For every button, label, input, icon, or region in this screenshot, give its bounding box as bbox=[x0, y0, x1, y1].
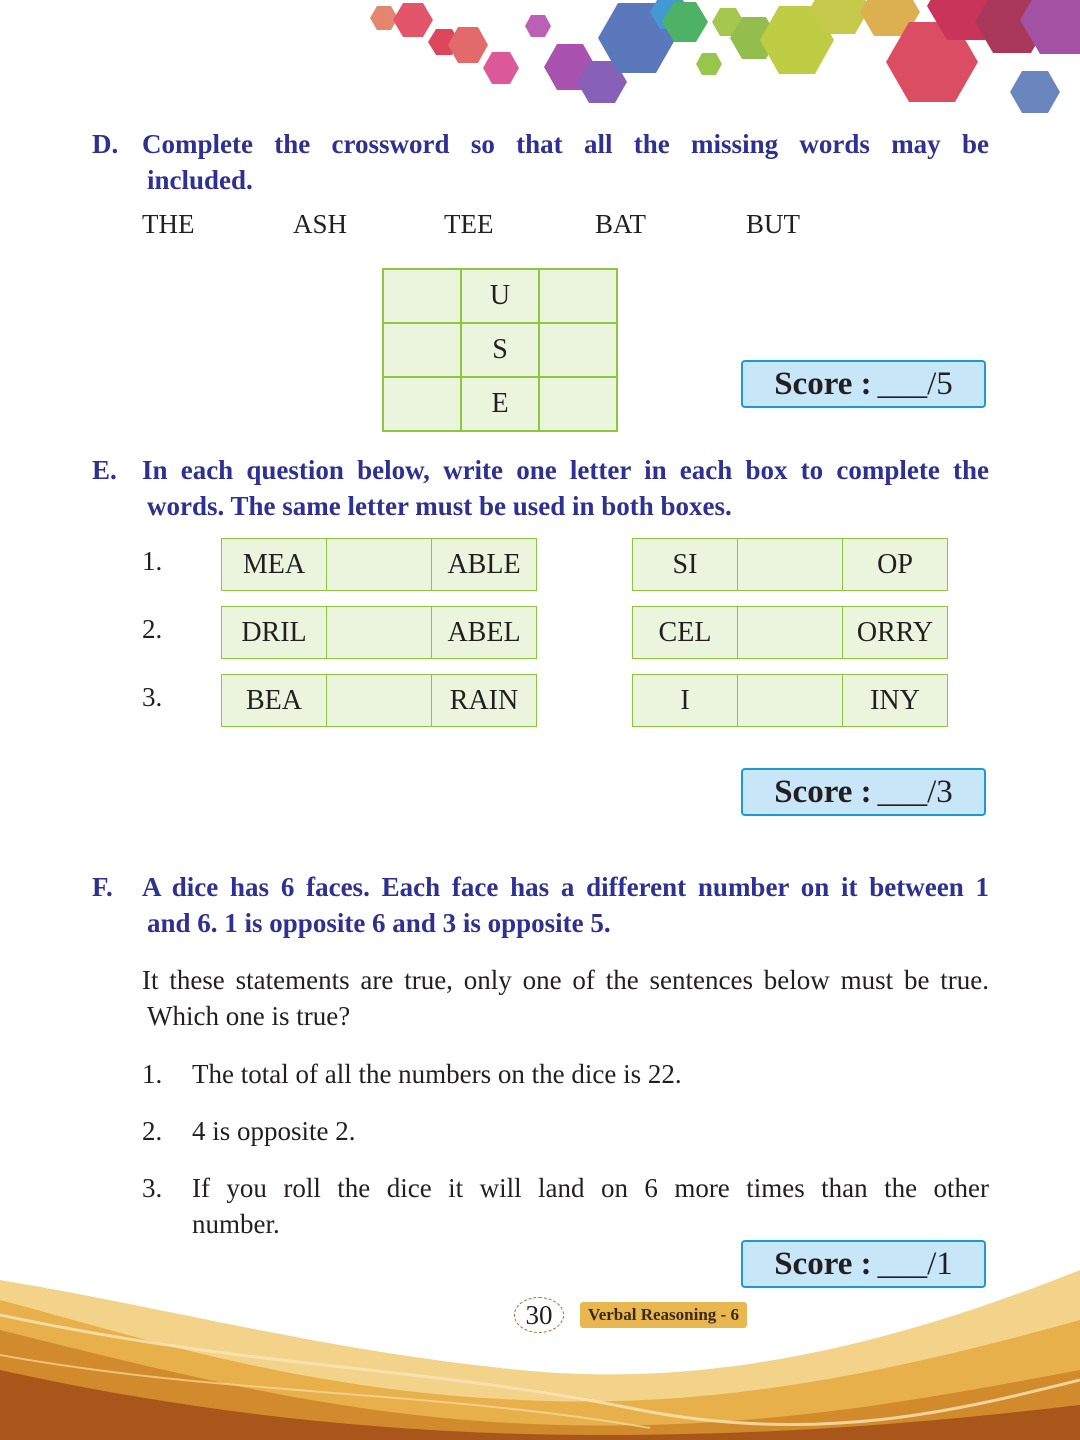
section-f-line-2: and 6. 1 is opposite 6 and 3 is opposite 5. bbox=[147, 908, 611, 938]
word-part: ORRY bbox=[843, 607, 948, 659]
question-number: 3. bbox=[142, 682, 163, 712]
book-title: Verbal Reasoning - 6 bbox=[580, 1302, 747, 1328]
score-total: ___/5 bbox=[877, 365, 953, 402]
page-number: 30 bbox=[514, 1297, 564, 1333]
word-table-right-3 bbox=[632, 674, 948, 727]
crossword-cell[interactable] bbox=[383, 377, 461, 431]
section-d-instruction bbox=[92, 126, 989, 198]
answer-box[interactable] bbox=[738, 675, 843, 727]
paragraph-line-2: Which one is true? bbox=[147, 1001, 351, 1031]
word-table-left-2 bbox=[221, 606, 537, 659]
top-hexagon-decoration bbox=[0, 0, 1080, 130]
word-table-right-2 bbox=[632, 606, 948, 659]
section-d-line-1: Complete the crossword so that all the missing words may be bbox=[142, 129, 989, 159]
word-table-left-3 bbox=[221, 674, 537, 727]
crossword-cell[interactable] bbox=[539, 323, 617, 377]
word-item: BAT bbox=[595, 209, 647, 239]
option-3 bbox=[142, 1170, 989, 1242]
word-part: BEA bbox=[222, 675, 327, 727]
word-part: CEL bbox=[633, 607, 738, 659]
section-e-score-box bbox=[741, 768, 986, 816]
word-item: ASH bbox=[293, 209, 348, 239]
score-label: Score : bbox=[774, 1245, 872, 1282]
question-number: 2. bbox=[142, 614, 163, 644]
section-f-line-1: A dice has 6 faces. Each face has a different number on it between 1 bbox=[142, 872, 989, 902]
section-e-line-2: words. The same letter must be used in both boxes. bbox=[147, 491, 732, 521]
option-text: The total of all the numbers on the dice is 22. bbox=[192, 1059, 682, 1089]
option-1 bbox=[142, 1056, 989, 1092]
word-part: ABEL bbox=[432, 607, 537, 659]
section-d-line-2: included. bbox=[147, 165, 253, 195]
section-f-letter: F. bbox=[92, 872, 113, 902]
answer-box[interactable] bbox=[327, 607, 432, 659]
option-2 bbox=[142, 1113, 989, 1149]
option-text-line-2: number. bbox=[192, 1209, 280, 1239]
page-footer bbox=[514, 1297, 747, 1333]
option-number: 2. bbox=[142, 1116, 163, 1146]
option-text: 4 is opposite 2. bbox=[192, 1116, 356, 1146]
answer-box[interactable] bbox=[738, 607, 843, 659]
word-part: OP bbox=[843, 539, 948, 591]
word-item: TEE bbox=[444, 209, 494, 239]
word-table-left-1 bbox=[221, 538, 537, 591]
crossword-cell[interactable] bbox=[383, 323, 461, 377]
question-number: 1. bbox=[142, 546, 163, 576]
section-e-letter: E. bbox=[92, 455, 117, 485]
word-part: MEA bbox=[222, 539, 327, 591]
answer-box[interactable] bbox=[327, 675, 432, 727]
answer-box[interactable] bbox=[327, 539, 432, 591]
option-text-line-1: If you roll the dice it will land on 6 more times than the other bbox=[192, 1173, 989, 1203]
option-number: 3. bbox=[142, 1173, 163, 1203]
word-table-right-1 bbox=[632, 538, 948, 591]
bottom-wave-decoration bbox=[0, 1260, 1080, 1440]
crossword-cell: E bbox=[461, 377, 539, 431]
score-total: ___/1 bbox=[877, 1245, 953, 1282]
crossword-grid bbox=[382, 268, 618, 432]
section-e-instruction bbox=[92, 452, 989, 524]
word-part: INY bbox=[843, 675, 948, 727]
section-d-letter: D. bbox=[92, 129, 119, 159]
section-f-paragraph bbox=[142, 962, 989, 1034]
word-part: RAIN bbox=[432, 675, 537, 727]
word-part: I bbox=[633, 675, 738, 727]
crossword-cell[interactable] bbox=[383, 269, 461, 323]
word-item: THE bbox=[142, 209, 195, 239]
word-part: DRIL bbox=[222, 607, 327, 659]
score-total: ___/3 bbox=[877, 773, 953, 810]
section-e-line-1: In each question below, write one letter in each box to complete the bbox=[142, 455, 989, 485]
score-label: Score : bbox=[774, 773, 872, 810]
section-f-instruction bbox=[92, 869, 989, 941]
word-item: BUT bbox=[746, 209, 800, 239]
score-label: Score : bbox=[774, 365, 872, 402]
answer-box[interactable] bbox=[738, 539, 843, 591]
crossword-cell: S bbox=[461, 323, 539, 377]
section-d-score-box bbox=[741, 360, 986, 408]
word-part: SI bbox=[633, 539, 738, 591]
word-part: ABLE bbox=[432, 539, 537, 591]
crossword-cell[interactable] bbox=[539, 377, 617, 431]
option-number: 1. bbox=[142, 1059, 163, 1089]
crossword-cell: U bbox=[461, 269, 539, 323]
crossword-cell[interactable] bbox=[539, 269, 617, 323]
paragraph-line-1: It these statements are true, only one of the sentences below must be true. bbox=[142, 965, 989, 995]
